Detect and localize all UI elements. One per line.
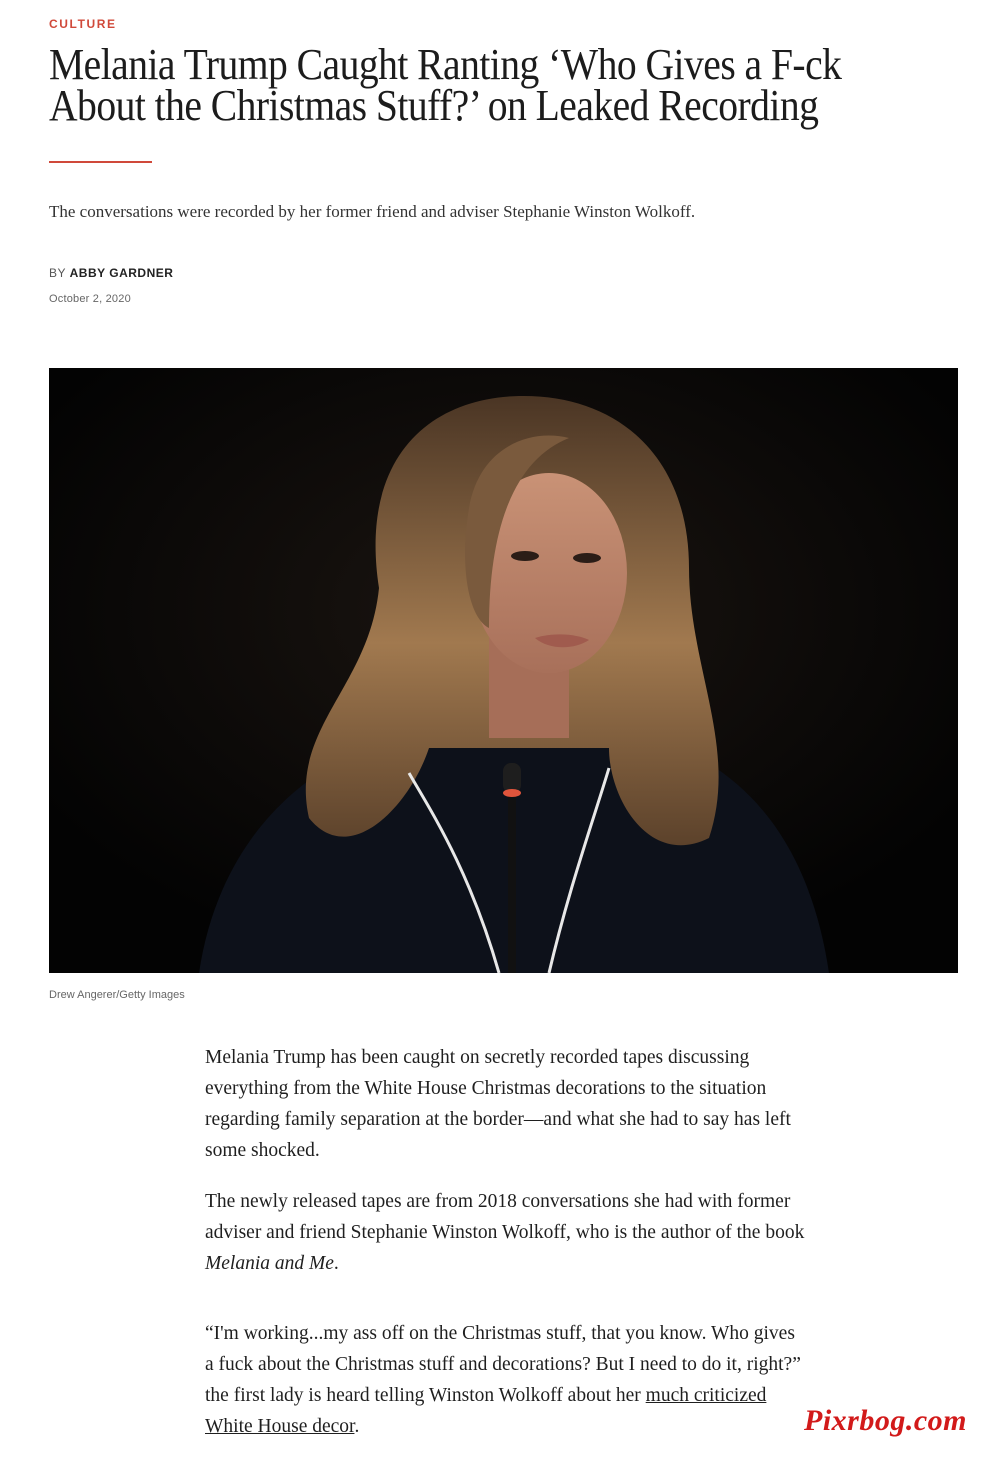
paragraph-2-end: .	[333, 1253, 339, 1274]
paragraph-2	[205, 1186, 805, 1279]
article-dek: The conversations were recorded by her former friend and adviser Stephanie Winston Wolkoff.	[49, 202, 696, 221]
decor-article-link[interactable]: much criticized White House decor	[205, 1385, 767, 1437]
paragraph-3	[205, 1318, 805, 1442]
watermark-logo: Pixrbog.com	[804, 1404, 967, 1437]
author-link[interactable]: ABBY GARDNER	[69, 266, 174, 280]
article-headline: Melania Trump Caught Ranting ‘Who Gives a F-ck About the Christmas Stuff?’ on Leaked Recording	[49, 40, 842, 130]
paragraph-3-end: .	[354, 1416, 360, 1437]
headline-divider	[49, 161, 152, 163]
paragraph-2-text: The newly released tapes are from 2018 conversations she had with former adviser and friend Stephanie Winston Wolkoff, who is the author of the book	[205, 1191, 805, 1243]
image-credit: Drew Angerer/Getty Images	[49, 989, 185, 1001]
book-title: Melania and Me	[205, 1253, 334, 1274]
byline-prefix: BY	[49, 266, 66, 280]
hero-image	[49, 368, 958, 973]
paragraph-1: Melania Trump has been caught on secretly recorded tapes discussing everything from the White House Christmas decorations to the situation regarding family separation at the border—and what she had to say has left some shocked.	[205, 1047, 791, 1161]
hero-photo-illustration	[49, 368, 958, 973]
paragraph-3-text: “I'm working...my ass off on the Christmas stuff, that you know. Who gives a fuck about the Christmas stuff and decorations? But I need to do it, right?” the first lady is heard telling Winston Wolkoff about her	[205, 1323, 801, 1406]
byline	[49, 266, 173, 280]
category-link[interactable]: CULTURE	[49, 17, 117, 31]
publish-date: October 2, 2020	[49, 293, 131, 305]
